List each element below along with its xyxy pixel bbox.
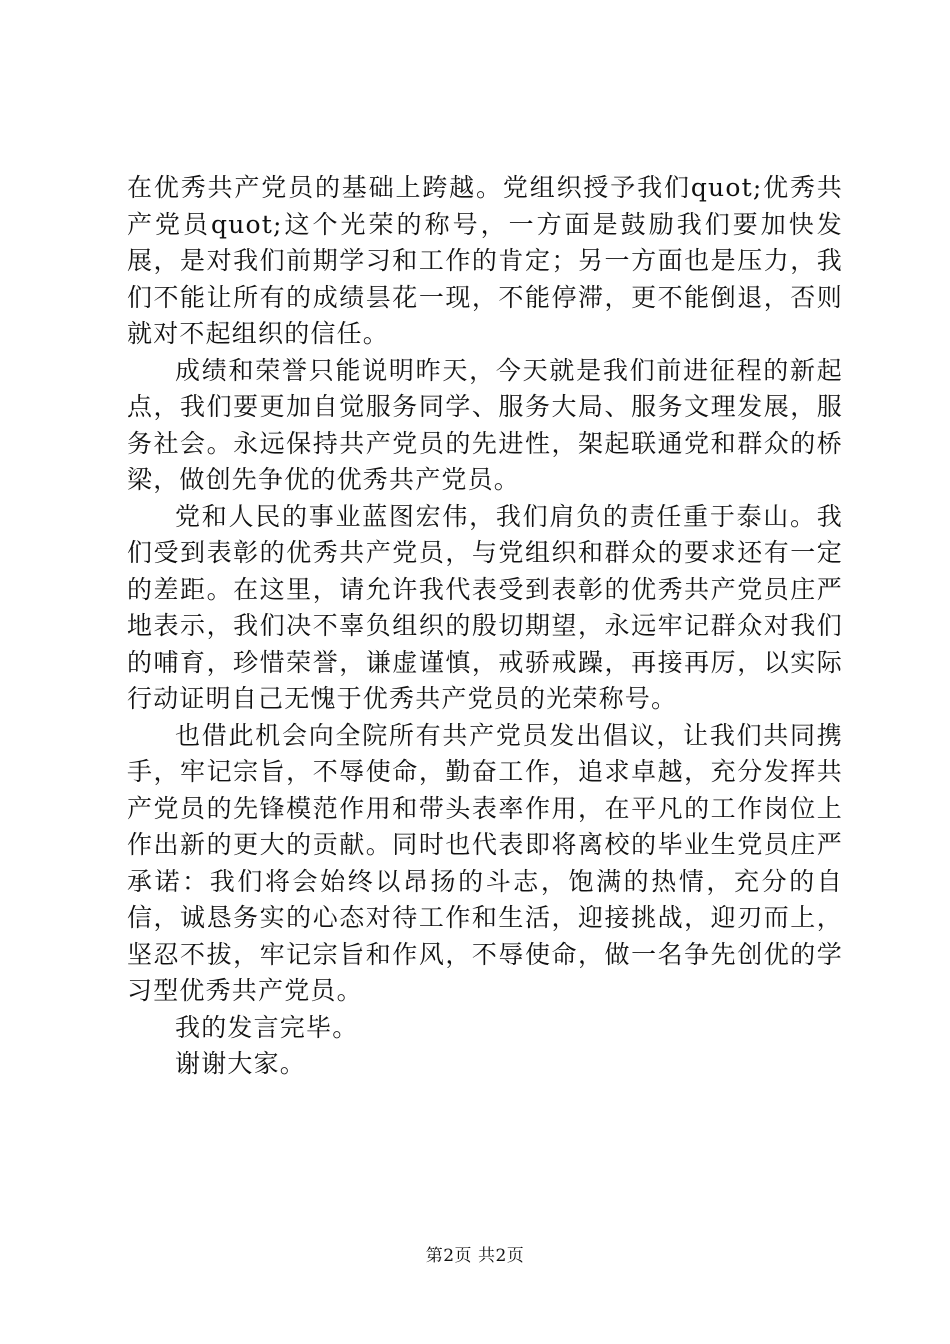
paragraph-thanks: 谢谢大家。 [175,1049,307,1078]
paragraph-initiative: 也借此机会向全院所有共产党员发出倡议，让我们共同携手，牢记宗旨，不辱使命，勤奋工作，追求卓越，充分发挥共产党员的先锋模范作用和带头表率作用，在平凡的工作岗位上作出新的更大的贡献。同时也代表即将离校的毕业生党员庄严承诺：我们将会始终以昂扬的斗志，饱满的热情，充分的自信，诚恳务实的心态对待工作和生活，迎接挑战，迎刃而上，坚忍不拔，牢记宗旨和作风，不辱使命，做一名争先创优的学习型优秀共产党员。 [127,720,843,1005]
document-body [127,170,843,1083]
paragraph-achievements: 成绩和荣誉只能说明昨天，今天就是我们前进征程的新起点，我们要更加自觉服务同学、服务大局、服务文理发展，服务社会。永远保持共产党员的先进性，架起联通党和群众的桥梁，做创先争优的优秀共产党员。 [127,355,843,494]
paragraph-continuation: 在优秀共产党员的基础上跨越。党组织授予我们quot;优秀共产党员quot;这个光荣的称号，一方面是鼓励我们要加快发展，是对我们前期学习和工作的肯定；另一方面也是压力，我们不能让所有的成绩昙花一现，不能停滞，更不能倒退，否则就对不起组织的信任。 [127,173,843,348]
paragraph-closing: 我的发言完毕。 [175,1012,359,1042]
paragraph-responsibility: 党和人民的事业蓝图宏伟，我们肩负的责任重于泰山。我们受到表彰的优秀共产党员，与党组织和群众的要求还有一定的差距。在这里，请允许我代表受到表彰的优秀共产党员庄严地表示，我们决不辜负组织的殷切期望，永远牢记群众对我们的哺育，珍惜荣誉，谦虚谨慎，戒骄戒躁，再接再厉，以实际行动证明自己无愧于优秀共产党员的光荣称号。 [127,501,843,713]
page-number-footer: 第2页 共2页 [425,1246,525,1266]
